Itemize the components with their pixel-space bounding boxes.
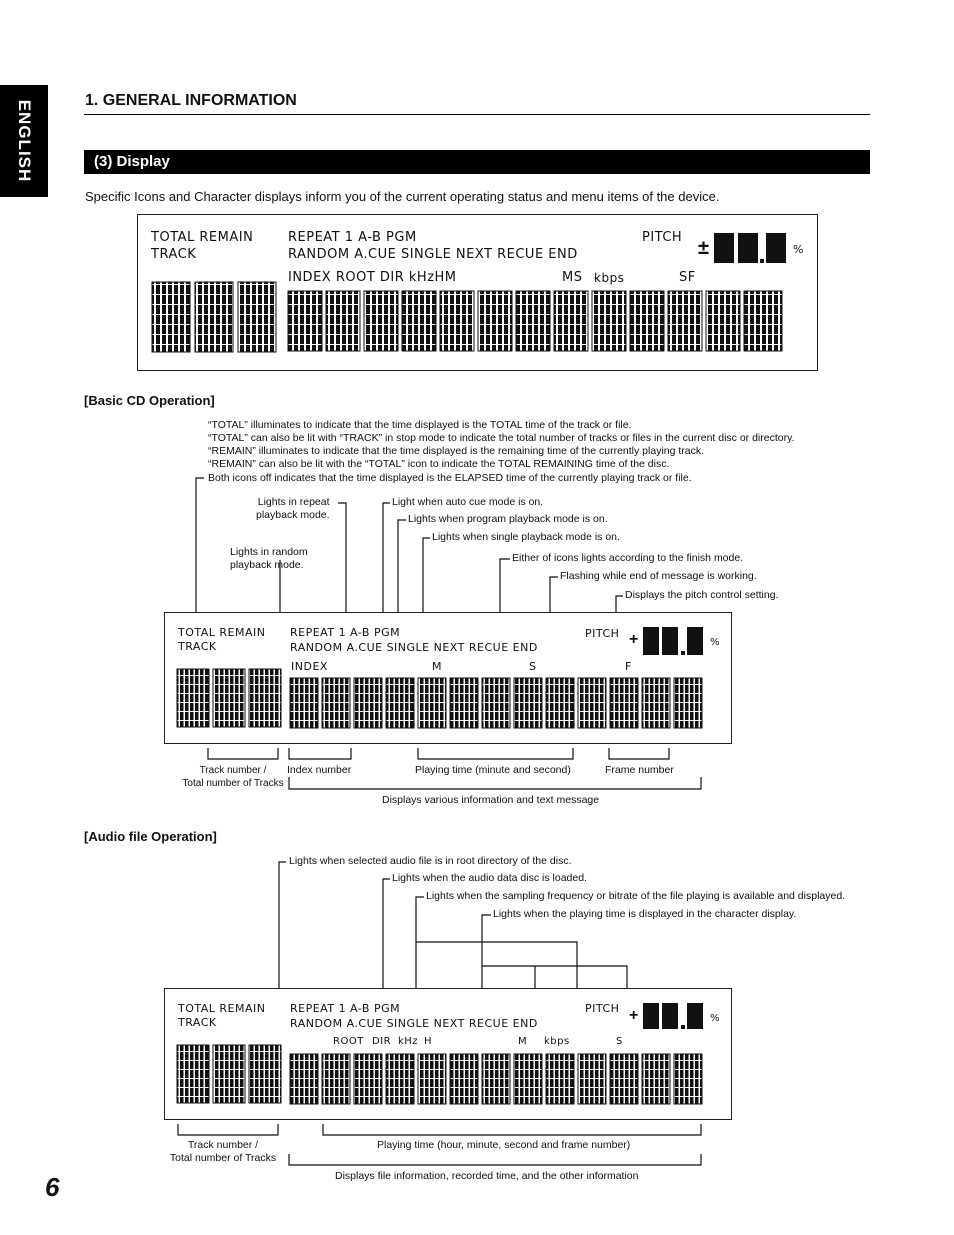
page-number: 6	[45, 1172, 60, 1202]
audio-lcd-kbps: kbps	[544, 1036, 570, 1047]
audio-lcd-segments	[165, 989, 731, 1119]
audio-lcd-repeat-row: REPEAT 1 A-B PGM	[290, 1002, 401, 1015]
basic-lcd-percent: %	[710, 637, 721, 648]
lcd-sf: SF	[679, 270, 696, 285]
subsection-bar	[84, 150, 870, 174]
audio-lcd-s: S	[616, 1036, 623, 1047]
basic-track-caption: Track number / Total number of Tracks	[182, 765, 284, 789]
remain-note-1: “REMAIN” illuminates to indicate that the time displayed is the remaining time of the currently playing track.	[208, 445, 705, 457]
language-tab-label: ENGLISH	[15, 99, 34, 183]
audio-lcd-dir: DIR	[372, 1036, 392, 1047]
main-lcd-segments	[138, 215, 817, 370]
basic-lcd-track: TRACK	[178, 640, 217, 653]
audio-lcd-percent: %	[710, 1013, 721, 1024]
finish-mode-note: Either of icons lights according to the finish mode.	[512, 552, 744, 564]
audio-time-caption: Playing time (hour, minute, second and frame number)	[377, 1139, 631, 1151]
program-note: Lights when program playback mode is on.	[408, 513, 608, 525]
basic-lcd-display	[164, 612, 732, 744]
autocue-note: Light when auto cue mode is on.	[392, 496, 544, 508]
audio-lcd-h: H	[424, 1036, 433, 1047]
lcd-total-remain: TOTAL REMAIN	[151, 230, 254, 245]
basic-lcd-index: INDEX	[291, 660, 328, 673]
audio-lcd-display	[164, 988, 732, 1120]
lcd-ms: MS	[562, 270, 583, 285]
end-message-note: Flashing while end of message is working.	[560, 570, 757, 582]
audio-lcd-random-row: RANDOM A.CUE SINGLE NEXT RECUE END	[290, 1017, 538, 1030]
basic-time-caption: Playing time (minute and second)	[415, 764, 571, 776]
lcd-percent: %	[793, 243, 804, 256]
audio-lcd-m: M	[518, 1036, 528, 1047]
lcd-repeat-row: REPEAT 1 A-B PGM	[288, 230, 417, 245]
lcd-pitch: PITCH	[642, 230, 683, 245]
basic-lcd-m: M	[432, 660, 442, 673]
audio-track-caption: Track number / Total number of Tracks	[169, 1139, 277, 1164]
basic-lcd-repeat-row: REPEAT 1 A-B PGM	[290, 626, 401, 639]
lcd-track: TRACK	[151, 247, 197, 262]
section-title: 1. GENERAL INFORMATION	[85, 92, 297, 109]
root-note: Lights when selected audio file is in root directory of the disc.	[289, 855, 572, 867]
audio-info-caption: Displays file information, recorded time, and the other information	[335, 1170, 639, 1182]
lcd-random-row: RANDOM A.CUE SINGLE NEXT RECUE END	[288, 247, 578, 262]
basic-lcd-f: F	[625, 660, 632, 673]
basic-lcd-total-remain: TOTAL REMAIN	[178, 626, 266, 639]
audio-pitch-plus-icon: +	[629, 1007, 639, 1024]
total-note-2: “TOTAL” can also be lit with “TRACK” in stop mode to indicate the total number of tracks or files in the current disc or directory.	[208, 432, 795, 444]
pitch-plusminus-icon: ±	[698, 237, 709, 259]
basic-lcd-random-row: RANDOM A.CUE SINGLE NEXT RECUE END	[290, 641, 538, 654]
subsection-title: (3) Display	[94, 153, 170, 170]
language-tab	[0, 85, 48, 197]
audio-lcd-khz: kHz	[398, 1036, 419, 1047]
audio-lcd-root: ROOT	[333, 1036, 364, 1047]
audio-lcd-track: TRACK	[178, 1016, 217, 1029]
pitch-note: Displays the pitch control setting.	[625, 589, 779, 601]
audio-file-heading: [Audio file Operation]	[84, 829, 217, 844]
section-rule	[84, 114, 870, 115]
repeat-note: Lights in repeat playback mode.	[256, 496, 330, 521]
dir-note: Lights when the audio data disc is loaded.	[392, 872, 587, 884]
random-note: Lights in random playback mode.	[230, 546, 308, 571]
remain-note-2: “REMAIN” can also be lit with the “TOTAL” icon to indicate the TOTAL REMAINING time of the disc.	[208, 458, 670, 470]
basic-frame-caption: Frame number	[605, 764, 674, 776]
khz-note: Lights when the sampling frequency or bitrate of the file playing is available and displayed.	[426, 890, 846, 902]
audio-lcd-pitch: PITCH	[585, 1002, 620, 1015]
basic-lcd-segments	[165, 613, 731, 743]
basic-lcd-s: S	[529, 660, 537, 673]
basic-pitch-plus-icon: +	[629, 631, 639, 648]
lcd-kbps: kbps	[594, 271, 625, 285]
total-note-1: “TOTAL” illuminates to indicate that the time displayed is the TOTAL time of the track or file.	[208, 419, 632, 431]
lcd-index-row: INDEX ROOT DIR kHzHM	[288, 270, 457, 285]
audio-lcd-total-remain: TOTAL REMAIN	[178, 1002, 266, 1015]
elapsed-note: Both icons off indicates that the time displayed is the ELAPSED time of the currently playing track or file.	[208, 472, 692, 484]
basic-index-caption: Index number	[287, 764, 352, 776]
time-display-note: Lights when the playing time is displayed in the character display.	[493, 908, 797, 920]
basic-cd-heading: [Basic CD Operation]	[84, 393, 215, 408]
basic-lcd-pitch: PITCH	[585, 627, 620, 640]
intro-text: Specific Icons and Character displays inform you of the current operating status and menu items of the device.	[85, 189, 720, 204]
basic-info-caption: Displays various information and text message	[382, 794, 600, 806]
main-lcd-display	[137, 214, 818, 371]
single-note: Lights when single playback mode is on.	[432, 531, 620, 543]
